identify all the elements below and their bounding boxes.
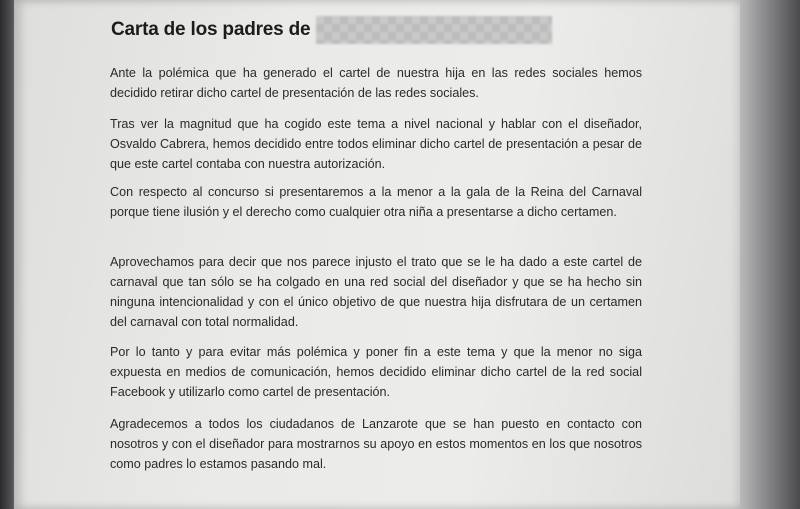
letter-paragraph-4: Aprovechamos para decir que nos parece injusto el trato que se le ha dado a este cartel de carnaval que tan sólo se ha colgado en una red social del diseñador y que se ha hecho sin ninguna intencionalidad y con el único objetivo de que nuestra hija disfrutara de un certamen del carnaval con total normalidad. — [110, 255, 642, 329]
letter-paragraph-2: Tras ver la magnitud que ha cogido este tema a nivel nacional y hablar con el diseñador, Osvaldo Cabrera, hemos decidido entre todos eliminar dicho cartel de presentación a pesar de que este cartel contaba con nuestra autorización. — [110, 117, 642, 171]
letter-paper — [14, 0, 740, 509]
letter-paragraph-1: Ante la polémica que ha generado el cartel de nuestra hija en las redes sociales hemos decidido retirar dicho cartel de presentación de las redes sociales. — [110, 66, 642, 100]
letter-paragraph-6: Agradecemos a todos los ciudadanos de Lanzarote que se han puesto en contacto con nosotros y con el diseñador para mostrarnos su apoyo en estos momentos en los que nosotros como padres lo estamos pasando mal. — [110, 417, 642, 471]
letter-paragraph-5: Por lo tanto y para evitar más polémica y poner fin a este tema y que la menor no siga expuesta en medios de comunicación, hemos decidido eliminar dicho cartel de la red social Facebook y utilizarlo como cartel de presentación. — [110, 345, 642, 399]
redacted-name-block — [316, 16, 552, 44]
background-right-edge — [738, 0, 800, 509]
letter-paragraph-3: Con respecto al concurso si presentaremos a la menor a la gala de la Reina del Carnaval porque tiene ilusión y el derecho como cualquier otra niña a presentarse a dicho certamen. — [110, 185, 642, 219]
letter-title — [111, 16, 552, 44]
letter-title-text: Carta de los padres de — [111, 19, 311, 41]
